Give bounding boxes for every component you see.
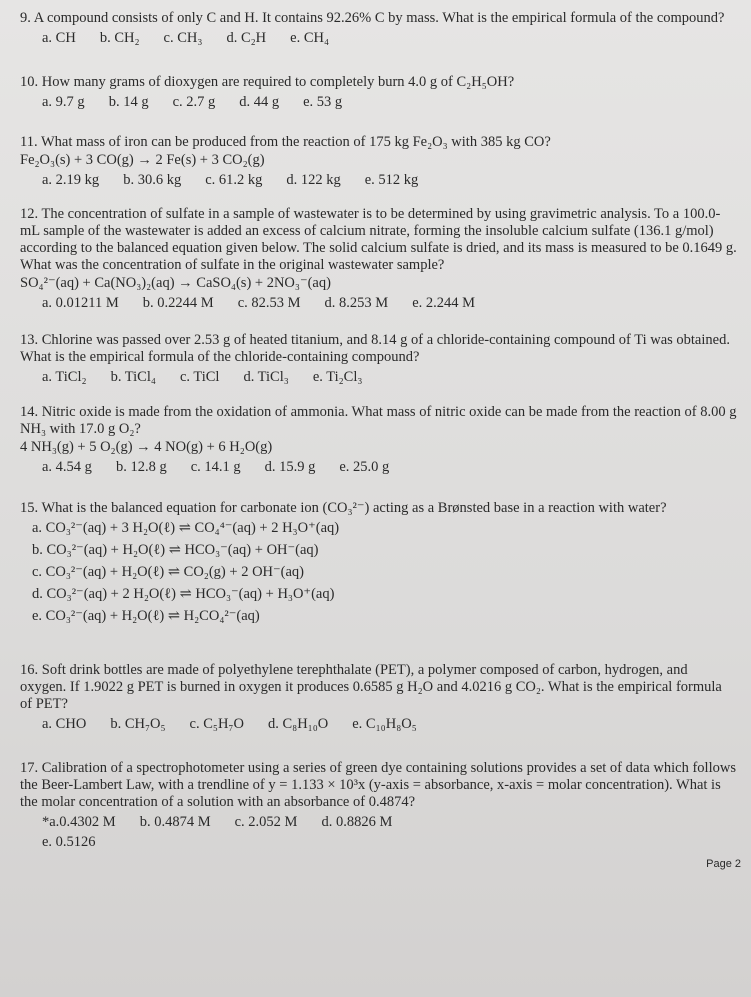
option-c[interactable]: c. C₅H₇O (189, 716, 244, 732)
option-d[interactable]: d. 8.253 M (324, 295, 389, 311)
option-a[interactable]: a. TiCl₂ (42, 369, 87, 385)
question-text: 12. The concentration of sulfate in a sample of wastewater is to be determined by using gravimetric analysis. To a 100.0-mL sample of the wastewater is added an excess of calcium nitrate, forming the insoluble calcium sulfate (136.1 g/mol) according to the balanced equation given below. The solid calcium sulfate is dried, and its mass is measured to be 0.1649 g. What was the concentration of sulfate in the original wastewater sample? (20, 206, 737, 273)
answer-options (20, 294, 737, 312)
option-b[interactable]: b. CH₂ (99, 30, 140, 46)
option-d[interactable]: d. 44 g (239, 94, 280, 110)
option-d[interactable]: d. C₈H₁₀O (267, 716, 329, 732)
answer-options (20, 458, 737, 476)
option-c[interactable]: c. 61.2 kg (205, 172, 263, 188)
question-text: 14. Nitric oxide is made from the oxidation of ammonia. What mass of nitric oxide can be made from the reaction of 8.00 g NH₃ with 17.0 g O₂? (20, 404, 737, 437)
option-b[interactable]: b. CH₇O₅ (110, 716, 166, 732)
option-c[interactable]: c. 14.1 g (190, 459, 241, 475)
option-b[interactable]: b. 30.6 kg (123, 172, 182, 188)
question-11 (20, 134, 737, 189)
option-a[interactable]: a. CO₃²⁻(aq) + 3 H₂O(ℓ) ⇌ CO₄⁴⁻(aq) + 2 H₃O⁺(aq) (32, 520, 340, 536)
option-b[interactable]: b. 14 g (108, 94, 149, 110)
question-text: 11. What mass of iron can be produced from the reaction of 175 kg Fe₂O₃ with 385 kg CO? (20, 134, 551, 150)
option-a[interactable]: a. CHO (42, 716, 87, 732)
reaction-equation: 4 NH₃(g) + 5 O₂(g) → 4 NO(g) + 6 H₂O(g) (20, 439, 273, 455)
option-b[interactable]: b. 12.8 g (115, 459, 167, 475)
option-e[interactable]: e. 2.244 M (412, 295, 476, 311)
answer-options (20, 813, 737, 831)
option-e[interactable]: e. 0.5126 (42, 834, 96, 850)
question-text: 15. What is the balanced equation for carbonate ion (CO₃²⁻) acting as a Brønsted base in a reaction with water? (20, 500, 667, 516)
option-d[interactable]: d. CO₃²⁻(aq) + 2 H₂O(ℓ) ⇌ HCO₃⁻(aq) + H₃O⁺(aq) (32, 586, 335, 602)
option-b[interactable]: b. CO₃²⁻(aq) + H₂O(ℓ) ⇌ HCO₃⁻(aq) + OH⁻(aq) (32, 542, 319, 558)
reaction-equation: SO₄²⁻(aq) + Ca(NO₃)₂(aq) → CaSO₄(s) + 2NO₃⁻(aq) (20, 275, 331, 291)
option-d[interactable]: d. 15.9 g (264, 459, 316, 475)
question-10 (20, 74, 737, 111)
question-17 (20, 760, 737, 851)
answer-options-row-2 (20, 833, 737, 851)
question-13 (20, 332, 737, 386)
option-e[interactable]: e. 25.0 g (339, 459, 390, 475)
option-a[interactable]: *a.0.4302 M (42, 814, 116, 830)
option-b[interactable]: b. TiCl₄ (110, 369, 156, 385)
option-c[interactable]: c. 2.052 M (234, 814, 298, 830)
question-12 (20, 206, 737, 312)
question-15 (20, 500, 737, 627)
option-c[interactable]: c. 2.7 g (172, 94, 216, 110)
option-a[interactable]: a. 2.19 kg (42, 172, 100, 188)
option-c[interactable]: c. CH₃ (163, 30, 203, 46)
option-e[interactable]: e. Ti₂Cl₃ (312, 369, 363, 385)
option-c[interactable]: c. CO₃²⁻(aq) + H₂O(ℓ) ⇌ CO₂(g) + 2 OH⁻(aq) (32, 564, 305, 580)
question-text: 13. Chlorine was passed over 2.53 g of heated titanium, and 8.14 g of a chloride-containing compound of Ti was obtained. What is the empirical formula of the chloride-containing compound? (20, 332, 730, 365)
option-d[interactable]: d. 122 kg (286, 172, 341, 188)
option-c[interactable]: c. 82.53 M (237, 295, 301, 311)
answer-options (20, 715, 737, 733)
option-e[interactable]: e. C₁₀H₈O₅ (352, 716, 417, 732)
question-14 (20, 404, 737, 476)
option-a[interactable]: a. 9.7 g (42, 94, 85, 110)
option-e[interactable]: e. 53 g (303, 94, 343, 110)
option-a[interactable]: a. CH (42, 30, 76, 46)
answer-options (20, 517, 737, 627)
option-d[interactable]: d. C₂H (226, 30, 267, 46)
option-e[interactable]: e. CO₃²⁻(aq) + H₂O(ℓ) ⇌ H₂CO₄²⁻(aq) (32, 608, 260, 624)
question-9 (20, 10, 737, 47)
page-number: Page 2 (706, 858, 741, 870)
option-d[interactable]: d. 0.8826 M (321, 814, 393, 830)
question-16 (20, 662, 737, 733)
answer-options (20, 368, 737, 386)
option-d[interactable]: d. TiCl₃ (243, 369, 289, 385)
option-c[interactable]: c. TiCl (179, 369, 220, 385)
reaction-equation: Fe₂O₃(s) + 3 CO(g) → 2 Fe(s) + 3 CO₂(g) (20, 152, 265, 168)
answer-options (20, 29, 737, 47)
question-text: 17. Calibration of a spectrophotometer using a series of green dye containing solutions provides a set of data which follows the Beer-Lambert Law, with a trendline of y = 1.133 × 10³x (y-axis = absorbance, x-axis = molar concentration). What is the molar concentration of a solution with an absorbance of 0.4874? (20, 760, 736, 810)
option-b[interactable]: b. 0.4874 M (139, 814, 211, 830)
option-a[interactable]: a. 4.54 g (42, 459, 92, 475)
question-text: 16. Soft drink bottles are made of polyethylene terephthalate (PET), a polymer composed of carbon, hydrogen, and oxygen. If 1.9022 g PET is burned in oxygen it produces 0.6585 g H₂O and 4.0216 g CO₂. What is the empirical formula of PET? (20, 662, 722, 712)
answer-options (20, 93, 737, 111)
question-text: 10. How many grams of dioxygen are required to completely burn 4.0 g of C₂H₅OH? (20, 74, 515, 90)
option-e[interactable]: e. 512 kg (364, 172, 419, 188)
option-b[interactable]: b. 0.2244 M (142, 295, 214, 311)
option-a[interactable]: a. 0.01211 M (42, 295, 119, 311)
option-e[interactable]: e. CH₄ (290, 30, 330, 46)
question-text: 9. A compound consists of only C and H. It contains 92.26% C by mass. What is the empirical formula of the compound? (20, 10, 725, 26)
answer-options (20, 171, 737, 189)
